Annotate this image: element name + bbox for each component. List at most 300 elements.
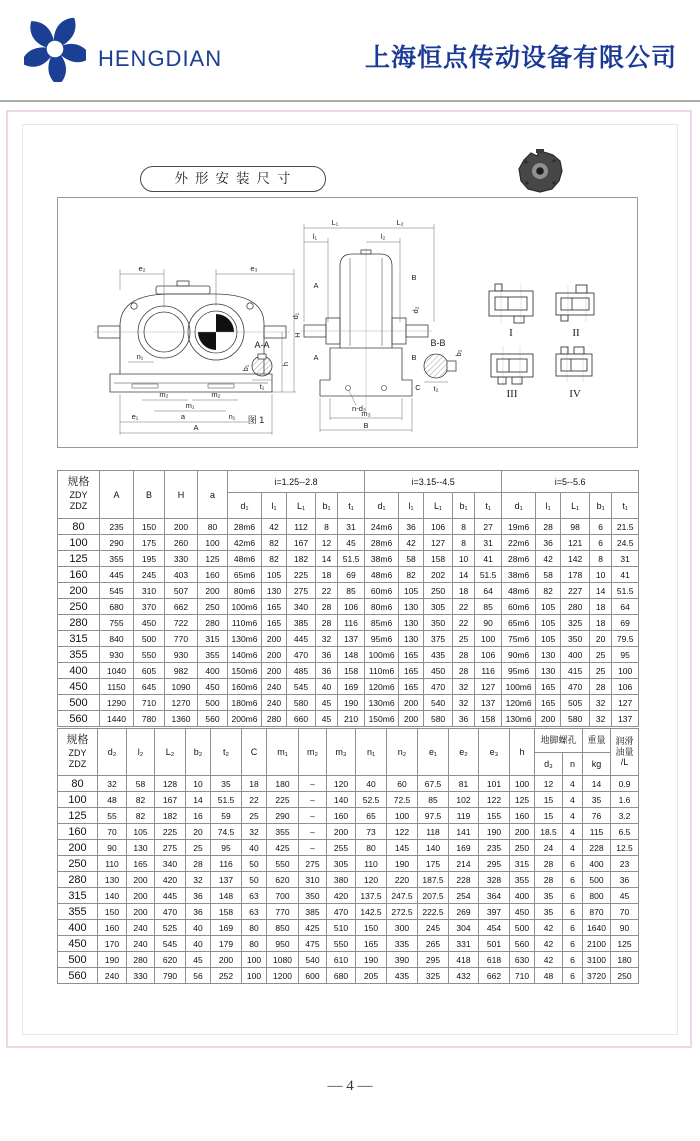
value-cell: 450	[510, 904, 535, 920]
value-cell: 67.5	[418, 776, 449, 792]
value-cell: 662	[479, 968, 510, 984]
value-cell: 235	[479, 840, 510, 856]
table-row	[58, 936, 639, 952]
value-cell: 140m6	[228, 647, 262, 663]
value-cell: 507	[165, 583, 198, 599]
value-cell: 32	[186, 872, 211, 888]
value-cell: 41	[612, 567, 639, 583]
value-cell: 250	[611, 968, 639, 984]
value-cell: 51.5	[338, 551, 365, 567]
col-b1: b₁	[316, 493, 338, 519]
value-cell: 214	[449, 856, 479, 872]
spec-cell: 500	[58, 695, 100, 711]
value-cell: 6	[590, 535, 612, 551]
spec-zdy: ZDY	[68, 747, 87, 758]
value-cell: 328	[479, 872, 510, 888]
value-cell: 265	[418, 936, 449, 952]
value-cell: 200	[536, 711, 561, 727]
value-cell: 432	[449, 968, 479, 984]
value-cell: 36	[316, 647, 338, 663]
value-cell: 6	[563, 872, 583, 888]
value-cell: 58	[536, 567, 561, 583]
value-cell: 137	[475, 695, 502, 711]
value-cell: 200	[165, 519, 198, 535]
value-cell: 169	[449, 840, 479, 856]
value-cell: 148	[338, 647, 365, 663]
col-n1: n₁	[356, 729, 387, 776]
value-cell: 140	[327, 792, 356, 808]
value-cell: 141	[449, 824, 479, 840]
front-view-labels	[132, 264, 302, 432]
value-cell: 60m6	[502, 599, 536, 615]
value-cell: 150m6	[365, 711, 399, 727]
value-cell: 545	[287, 679, 316, 695]
value-cell: 350	[561, 631, 590, 647]
value-cell: 35	[535, 888, 563, 904]
value-cell: 1.6	[611, 792, 639, 808]
value-cell: 65m6	[502, 615, 536, 631]
svg-text:B: B	[363, 421, 369, 430]
brand-name: HENGDIAN	[98, 46, 223, 71]
svg-text:B: B	[411, 353, 417, 362]
value-cell: 40	[356, 776, 387, 792]
value-cell: 250	[198, 599, 228, 615]
value-cell: 110m6	[365, 663, 399, 679]
value-cell: 200	[127, 872, 155, 888]
value-cell: 228	[583, 840, 611, 856]
value-cell: 200	[262, 631, 287, 647]
svg-text:e₁: e₁	[131, 412, 139, 421]
value-cell: 545	[155, 936, 186, 952]
value-cell: 130	[127, 840, 155, 856]
value-cell: 165	[536, 679, 561, 695]
value-cell: 252	[211, 968, 242, 984]
svg-text:IV: IV	[569, 388, 581, 400]
spec-label: 规格	[67, 476, 90, 489]
value-cell: 20	[590, 631, 612, 647]
section-a-a	[241, 340, 272, 391]
value-cell: 165	[399, 647, 424, 663]
value-cell: 28m6	[502, 551, 536, 567]
value-cell: 450	[198, 679, 228, 695]
value-cell: 165	[399, 679, 424, 695]
spec-cell: 250	[58, 599, 100, 615]
value-cell: 70	[611, 904, 639, 920]
value-cell: 105	[536, 631, 561, 647]
value-cell: 65	[356, 808, 387, 824]
value-cell: 385	[287, 615, 316, 631]
value-cell: 14	[583, 776, 611, 792]
value-cell: 370	[134, 599, 165, 615]
spec-column-header	[58, 729, 98, 776]
value-cell: 200	[211, 952, 242, 968]
section-title-capsule	[140, 166, 326, 192]
spec-cell: 315	[58, 888, 98, 904]
value-cell: 140	[418, 840, 449, 856]
dimension-table-1	[57, 470, 639, 727]
value-cell: 3720	[583, 968, 611, 984]
svg-text:l₁: l₁	[312, 232, 318, 241]
value-cell: 85	[338, 583, 365, 599]
product-photo	[516, 149, 566, 195]
value-cell: 300	[387, 920, 418, 936]
svg-text:A-A: A-A	[254, 340, 270, 350]
value-cell: 840	[100, 631, 134, 647]
side-view-labels	[291, 218, 421, 430]
value-cell: 120	[327, 776, 356, 792]
svg-text:n₁: n₁	[136, 352, 144, 361]
col-A: A	[100, 471, 134, 519]
value-cell: 38m6	[502, 567, 536, 583]
value-cell: 225	[267, 792, 299, 808]
value-cell: 122	[479, 792, 510, 808]
svg-text:A: A	[193, 423, 199, 432]
value-cell: 295	[479, 856, 510, 872]
value-cell: 59	[211, 808, 242, 824]
value-cell: 275	[155, 840, 186, 856]
svg-text:III: III	[506, 388, 518, 400]
spec-cell: 125	[58, 808, 98, 824]
table-row	[58, 792, 639, 808]
value-cell: 275	[287, 583, 316, 599]
value-cell: 950	[267, 936, 299, 952]
value-cell: 470	[287, 647, 316, 663]
value-cell: 400	[561, 647, 590, 663]
svg-text:n-d₃: n-d₃	[352, 404, 366, 413]
side-view-dimensions	[304, 224, 434, 432]
spec-cell: 80	[58, 519, 100, 535]
value-cell: 180m6	[228, 695, 262, 711]
svg-text:m₁: m₁	[185, 401, 195, 410]
value-cell: 770	[165, 631, 198, 647]
value-cell: 454	[479, 920, 510, 936]
svg-text:m₂: m₂	[159, 390, 169, 399]
value-cell: 525	[155, 920, 186, 936]
value-cell: 290	[267, 808, 299, 824]
value-cell: 28	[316, 599, 338, 615]
value-cell: 82	[536, 583, 561, 599]
value-cell: 72.5	[387, 792, 418, 808]
value-cell: 64	[475, 583, 502, 599]
spec-cell: 280	[58, 615, 100, 631]
value-cell: 1270	[165, 695, 198, 711]
value-cell: 580	[561, 711, 590, 727]
value-cell: 85	[418, 792, 449, 808]
value-cell: 137.5	[356, 888, 387, 904]
value-cell: 22	[242, 792, 267, 808]
svg-text:b₁: b₁	[241, 364, 250, 372]
col-b2: b₂	[186, 729, 211, 776]
value-cell: –	[299, 824, 327, 840]
value-cell: 10	[590, 567, 612, 583]
value-cell: 240	[98, 968, 127, 984]
value-cell: 48m6	[502, 583, 536, 599]
value-cell: 16	[186, 808, 211, 824]
svg-text:II: II	[572, 327, 580, 339]
value-cell: 160	[510, 808, 535, 824]
value-cell: 18	[590, 599, 612, 615]
value-cell: 100	[198, 535, 228, 551]
svg-text:m₂: m₂	[211, 390, 221, 399]
spec-cell: 200	[58, 583, 100, 599]
value-cell: 200	[262, 663, 287, 679]
value-cell: 125	[198, 551, 228, 567]
value-cell: 228	[449, 872, 479, 888]
value-cell: 115	[583, 824, 611, 840]
table-row	[58, 679, 639, 695]
value-cell: 127	[612, 695, 639, 711]
value-cell: 65m6	[228, 567, 262, 583]
value-cell: 190	[338, 695, 365, 711]
col-l1: l₁	[262, 493, 287, 519]
svg-text:t₂: t₂	[433, 384, 439, 393]
col-H: H	[165, 471, 198, 519]
value-cell: 200m6	[228, 711, 262, 727]
value-cell: 105	[262, 567, 287, 583]
col-n: n	[563, 753, 583, 776]
value-cell: 90m6	[502, 647, 536, 663]
company-logo	[24, 14, 264, 86]
value-cell: 25	[453, 631, 475, 647]
ratio-group-2: i=3.15--4.5	[365, 471, 502, 493]
col-C: C	[242, 729, 267, 776]
value-cell: 12	[535, 776, 563, 792]
value-cell: 101	[479, 776, 510, 792]
value-cell: 580	[424, 711, 453, 727]
value-cell: 42	[535, 936, 563, 952]
value-cell: 40	[186, 936, 211, 952]
spec-cell: 400	[58, 663, 100, 679]
col-d1: d₁	[502, 493, 536, 519]
value-cell: 10	[453, 551, 475, 567]
col-t2: t₂	[211, 729, 242, 776]
value-cell: 2100	[583, 936, 611, 952]
spec-cell: 450	[58, 679, 100, 695]
value-cell: 130	[399, 631, 424, 647]
value-cell: 160m6	[228, 679, 262, 695]
spec-cell: 160	[58, 567, 100, 583]
dimension-table-2	[57, 728, 639, 984]
spec-cell: 250	[58, 856, 98, 872]
value-cell: 182	[155, 808, 186, 824]
value-cell: 14	[453, 567, 475, 583]
value-cell: 32	[590, 695, 612, 711]
value-cell: 100	[612, 663, 639, 679]
value-cell: 397	[479, 904, 510, 920]
value-cell: 28	[536, 519, 561, 535]
value-cell: 40	[186, 920, 211, 936]
value-cell: 280	[127, 952, 155, 968]
value-cell: 425	[299, 920, 327, 936]
value-cell: –	[299, 792, 327, 808]
value-cell: 125	[510, 792, 535, 808]
spec-cell: 450	[58, 936, 98, 952]
value-cell: 58	[127, 776, 155, 792]
value-cell: 470	[327, 904, 356, 920]
value-cell: 15	[535, 792, 563, 808]
value-cell: 45	[611, 888, 639, 904]
value-cell: 35	[583, 792, 611, 808]
col-l2: l₂	[127, 729, 155, 776]
value-cell: 137	[612, 711, 639, 727]
value-cell: 310	[299, 872, 327, 888]
value-cell: 22m6	[502, 535, 536, 551]
value-cell: 247.5	[387, 888, 418, 904]
value-cell: 435	[424, 647, 453, 663]
value-cell: 40	[316, 679, 338, 695]
value-cell: 290	[100, 535, 134, 551]
value-cell: 106	[475, 647, 502, 663]
value-cell: 137	[211, 872, 242, 888]
col-m3: m₃	[327, 729, 356, 776]
table-row	[58, 920, 639, 936]
value-cell: 425	[267, 840, 299, 856]
value-cell: 18	[453, 583, 475, 599]
value-cell: 418	[449, 952, 479, 968]
value-cell: 500	[198, 695, 228, 711]
value-cell: 355	[510, 872, 535, 888]
svg-text:l₂: l₂	[380, 232, 386, 241]
value-cell: 51.5	[612, 583, 639, 599]
value-cell: 240	[262, 679, 287, 695]
value-cell: 6	[563, 968, 583, 984]
value-cell: 95m6	[365, 631, 399, 647]
value-cell: 850	[267, 920, 299, 936]
value-cell: –	[299, 808, 327, 824]
value-cell: 500	[583, 872, 611, 888]
value-cell: 48	[535, 968, 563, 984]
spec-column-header	[58, 471, 100, 519]
value-cell: 254	[449, 888, 479, 904]
value-cell: 190	[356, 952, 387, 968]
value-cell: 100m6	[502, 679, 536, 695]
value-cell: 310	[134, 583, 165, 599]
value-cell: 12.5	[611, 840, 639, 856]
table-row	[58, 888, 639, 904]
value-cell: 645	[134, 679, 165, 695]
value-cell: 45	[338, 535, 365, 551]
value-cell: 618	[479, 952, 510, 968]
value-cell: 470	[424, 679, 453, 695]
value-cell: 130	[536, 663, 561, 679]
value-cell: 800	[583, 888, 611, 904]
value-cell: 200	[262, 647, 287, 663]
value-cell: 500	[510, 920, 535, 936]
value-cell: 106	[612, 679, 639, 695]
value-cell: 23	[611, 856, 639, 872]
col-m1: m₁	[267, 729, 299, 776]
col-kg: kg	[583, 753, 611, 776]
value-cell: 28	[535, 856, 563, 872]
value-cell: 400	[583, 856, 611, 872]
value-cell: 18	[590, 615, 612, 631]
value-cell: 335	[387, 936, 418, 952]
value-cell: 560	[198, 711, 228, 727]
value-cell: 340	[287, 599, 316, 615]
value-cell: 69	[338, 567, 365, 583]
value-cell: 25	[590, 647, 612, 663]
value-cell: 158	[211, 904, 242, 920]
col-e3: e₃	[479, 729, 510, 776]
spec-cell: 100	[58, 535, 100, 551]
value-cell: 100	[387, 808, 418, 824]
value-cell: 165	[399, 663, 424, 679]
value-cell: 79.5	[612, 631, 639, 647]
value-cell: 240	[127, 936, 155, 952]
value-cell: 58	[399, 551, 424, 567]
table-row	[58, 904, 639, 920]
value-cell: 76	[583, 808, 611, 824]
value-cell: 120	[356, 872, 387, 888]
value-cell: 32	[316, 631, 338, 647]
svg-text:e₃: e₃	[250, 264, 258, 273]
value-cell: 165	[356, 936, 387, 952]
value-cell: 32	[453, 695, 475, 711]
value-cell: –	[299, 840, 327, 856]
value-cell: 435	[387, 968, 418, 984]
value-cell: 25	[590, 663, 612, 679]
value-cell: 420	[327, 888, 356, 904]
value-cell: 700	[267, 888, 299, 904]
value-cell: 315	[198, 631, 228, 647]
value-cell: 445	[155, 888, 186, 904]
value-cell: 540	[299, 952, 327, 968]
value-cell: 90	[98, 840, 127, 856]
value-cell: 15	[535, 808, 563, 824]
bolt-holes-group: 地脚螺孔	[535, 729, 583, 753]
value-cell: 250	[424, 583, 453, 599]
value-cell: 250	[510, 840, 535, 856]
spec-zdz: ZDZ	[68, 758, 87, 769]
value-cell: 0.9	[611, 776, 639, 792]
value-cell: 150m6	[228, 663, 262, 679]
col-d2: d₂	[98, 729, 127, 776]
value-cell: 169	[211, 920, 242, 936]
col-e1: e₁	[418, 729, 449, 776]
page-number: — 4 —	[327, 1078, 373, 1094]
spec-cell: 160	[58, 824, 98, 840]
value-cell: 150	[98, 904, 127, 920]
value-cell: 380	[327, 872, 356, 888]
table-row	[58, 519, 639, 535]
value-cell: 42	[535, 952, 563, 968]
value-cell: 48	[98, 792, 127, 808]
figure-caption: 图 1	[247, 415, 265, 425]
value-cell: 500	[134, 631, 165, 647]
value-cell: 45	[316, 711, 338, 727]
value-cell: 355	[198, 647, 228, 663]
col-h: h	[510, 729, 535, 776]
value-cell: 8	[453, 535, 475, 551]
value-cell: 330	[165, 551, 198, 567]
col-t1: t₁	[338, 493, 365, 519]
table-row	[58, 663, 639, 679]
value-cell: 364	[479, 888, 510, 904]
value-cell: 680	[100, 599, 134, 615]
value-cell: 127	[424, 535, 453, 551]
value-cell: 148	[211, 888, 242, 904]
value-cell: 14	[186, 792, 211, 808]
value-cell: 105	[127, 824, 155, 840]
value-cell: 330	[127, 968, 155, 984]
value-cell: 85	[475, 599, 502, 615]
value-cell: 142	[561, 551, 590, 567]
value-cell: 505	[561, 695, 590, 711]
value-cell: 200	[327, 824, 356, 840]
spec-cell: 280	[58, 872, 98, 888]
col-L2: L₂	[155, 729, 186, 776]
value-cell: 280	[262, 711, 287, 727]
